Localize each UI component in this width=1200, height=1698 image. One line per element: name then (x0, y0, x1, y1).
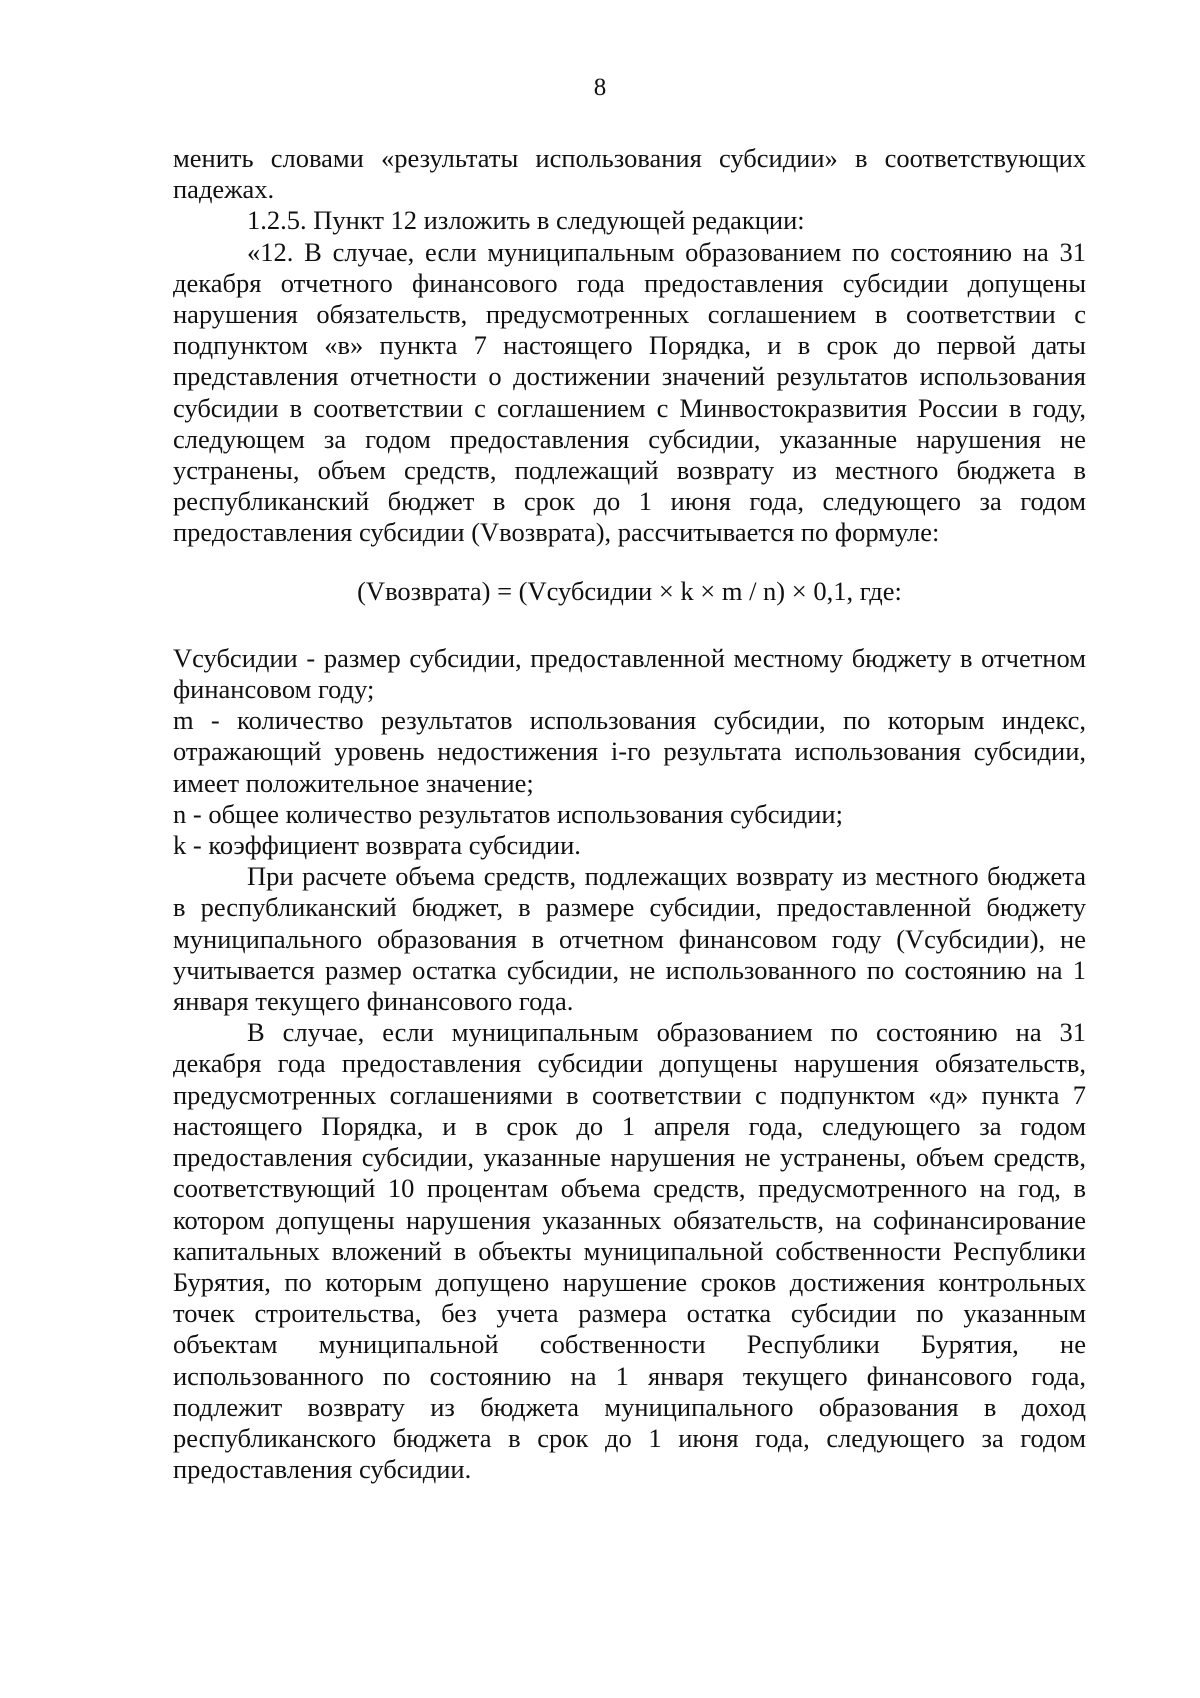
paragraph-continuation: менить словами «результаты использования субсидии» в соответствующих падежах. (173, 143, 1086, 205)
definition-n: n - общее количество результатов использования субсидии; (173, 798, 843, 829)
formula: (Vвозврата) = (Vсубсидии × k × m / n) × 0,1, где: (357, 575, 902, 606)
paragraph-violation-case: В случае, если муниципальным образованием по состоянию на 31 декабря года предоставления субсидии допущены нарушения обязательств, предусмотренных соглашениями в соответствии с подпунктом «д» пункта 7 настоящего Порядка, и в срок до 1 апреля года, следующего за годом предоставления субсидии, указанные нарушения не устранены, объем средств, соответствующий 10 процентам объема средств, предусмотренного на год, в котором допущены нарушения указанных обязательств, на софинансирование капитальных вложений в объекты муниципальной собственности Республики Бурятия, по которым допущено нарушение сроков достижения контрольных точек строительства, без учета размера остатка субсидии по указанным объектам муниципальной собственности Республики Бурятия, не использованного по состоянию на 1 января текущего финансового года, подлежит возврату из бюджета муниципального образования в доход республиканского бюджета в срок до 1 июня года, следующего за годом предоставления субсидии. (173, 1017, 1086, 1485)
definition-m: m - количество результатов использования субсидии, по которым индекс, отражающий уровень недостижения i-го результата использования субсидии, имеет положительное значение; (173, 705, 1086, 798)
page-number: 8 (593, 74, 607, 101)
definition-v-subsidy: Vсубсидии - размер субсидии, предоставленной местному бюджету в отчетном финансовом году; (173, 642, 1086, 705)
paragraph-clause-12: «12. В случае, если муниципальным образованием по состоянию на 31 декабря отчетного финансового года предоставления субсидии допущены нарушения обязательств, предусмотренных соглашением в соответствии с подпунктом «в» пункта 7 настоящего Порядка, и в срок до первой даты представления отчетности о достижении значений результатов использования субсидии в соответствии с соглашением с Минвостокразвития России в году, следующем за годом предоставления субсидии, указанные нарушения не устранены, объем средств, подлежащий возврату из местного бюджета в республиканский бюджет в срок до 1 июня года, следующего за годом предоставления субсидии (Vвозврата), рассчитывается по формуле: (173, 236, 1086, 548)
paragraph-calculation-note: При расчете объема средств, подлежащих возврату из местного бюджета в республиканский бюджет, в размере субсидии, предоставленной бюджету муниципального образования в отчетном финансовом году (Vсубсидии), не учитывается размер остатка субсидии, не использованного по состоянию на 1 января текущего финансового года. (173, 861, 1086, 1017)
paragraph-item-1-2-5: 1.2.5. Пункт 12 изложить в следующей редакции: (247, 205, 805, 236)
document-body (173, 143, 1086, 1485)
definition-k: k - коэффициент возврата субсидии. (173, 830, 581, 861)
